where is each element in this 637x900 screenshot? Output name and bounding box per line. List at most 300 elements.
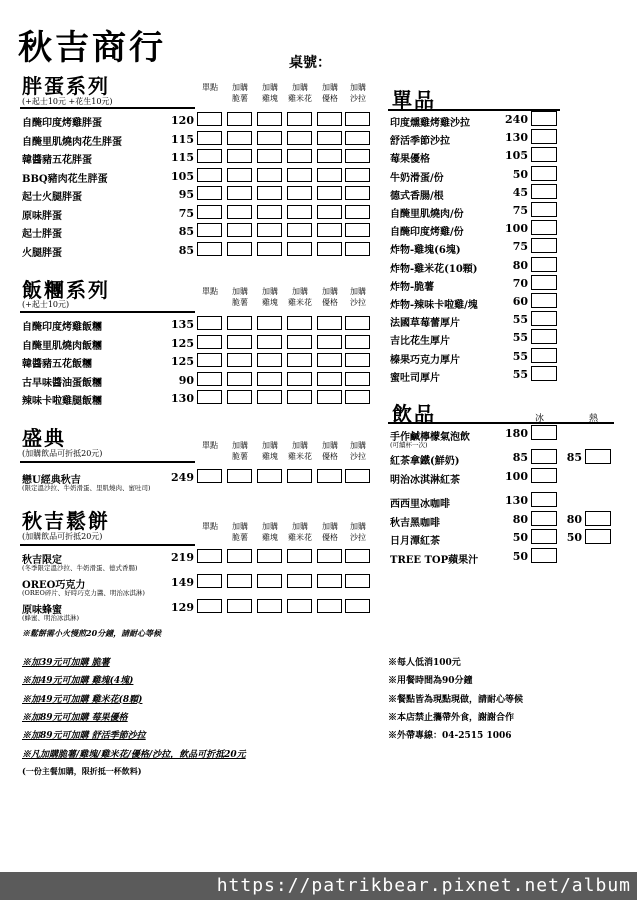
menu-item-name: 起士胖蛋 (22, 229, 62, 240)
single-item-name: 舒活季節沙拉 (390, 136, 450, 148)
order-checkbox[interactable] (317, 549, 342, 563)
info-line: ※餐點皆為現點現做，請耐心等候 (388, 694, 524, 705)
single-item-name: 炸物-雞米花(10顆) (390, 263, 478, 275)
order-checkbox[interactable] (257, 149, 282, 163)
menu-item-price: 115 (171, 151, 194, 164)
order-checkbox[interactable] (197, 390, 222, 404)
addon-header-bottom: 雞米花 (288, 452, 312, 461)
addon-header-bottom: 脆薯 (232, 298, 248, 307)
single-item-name: 印度燻雞烤雞沙拉 (390, 118, 470, 129)
order-checkbox[interactable] (227, 186, 252, 200)
addon-header-top: 加購 (350, 83, 366, 92)
order-checkbox[interactable] (531, 129, 557, 144)
promo-line: ※加89元可加購 莓果優格 (22, 712, 128, 723)
drink-item-name: 秋吉黑咖啡 (390, 518, 440, 529)
addon-header-top: 加購 (292, 522, 308, 531)
order-checkbox[interactable] (317, 335, 342, 349)
section-subtitle-muffin: (加購飲品可折抵20元) (22, 532, 103, 541)
order-checkbox[interactable] (287, 242, 312, 256)
drink-ice-checkbox[interactable] (531, 548, 557, 563)
single-item-price: 55 (512, 367, 528, 381)
order-checkbox[interactable] (531, 311, 557, 326)
single-item-price: 55 (512, 331, 528, 345)
drink-ice-price: 50 (512, 550, 528, 563)
order-checkbox[interactable] (345, 574, 370, 588)
order-checkbox[interactable] (197, 316, 222, 330)
drink-ice-price: 130 (505, 494, 528, 507)
order-checkbox[interactable] (197, 112, 222, 126)
promo-line: ※凡加購脆薯/雞塊/雞米花/優格/沙拉，飲品可折抵20元 (22, 749, 246, 760)
drink-ice-price: 80 (512, 513, 528, 526)
addon-header-top: 加購 (322, 522, 338, 531)
order-checkbox[interactable] (317, 168, 342, 182)
addon-header-top: 加購 (232, 83, 248, 92)
order-checkbox[interactable] (317, 131, 342, 145)
order-checkbox[interactable] (227, 149, 252, 163)
order-checkbox[interactable] (227, 316, 252, 330)
addon-header-top: 加購 (262, 83, 278, 92)
order-checkbox[interactable] (287, 549, 312, 563)
order-checkbox[interactable] (345, 316, 370, 330)
addon-header-cell (345, 440, 371, 462)
order-checkbox[interactable] (287, 316, 312, 330)
shop-title: 秋吉商行 (18, 28, 166, 68)
info-line: ※用餐時間為90分鐘 (388, 676, 473, 687)
single-item-name: 莓果優格 (390, 154, 430, 166)
info-line: ※每人低消100元 (388, 658, 461, 668)
addon-header-bottom: 單點 (202, 287, 218, 296)
table-number-label: 桌號： (289, 55, 331, 71)
addon-header-bottom: 優格 (322, 298, 338, 307)
single-item-price: 105 (505, 149, 528, 163)
order-checkbox[interactable] (197, 335, 222, 349)
section-subtitle-feast: (加購飲品可折抵20元) (22, 449, 103, 458)
section-rule-rice (20, 311, 195, 313)
addon-header-bottom: 脆薯 (232, 94, 248, 103)
menu-item-detail: (蜂蜜、明治冰淇淋) (22, 614, 80, 622)
order-checkbox[interactable] (345, 205, 370, 219)
menu-item-name: 秋吉限定 (22, 555, 62, 566)
order-checkbox[interactable] (197, 372, 222, 386)
addon-header-top: 加購 (262, 522, 278, 531)
addon-header-bottom: 雞米花 (288, 533, 312, 542)
addon-header-top: 加購 (322, 441, 338, 450)
single-item-name: 自醃里肌燒肉/份 (390, 209, 464, 220)
single-item-price: 70 (512, 276, 528, 290)
drink-hot-checkbox[interactable] (585, 511, 611, 526)
section-title-single: 單品 (392, 88, 436, 112)
order-checkbox[interactable] (227, 574, 252, 588)
menu-item-name: 古早味醬油蛋飯糰 (22, 377, 102, 389)
addon-header-cell (197, 286, 223, 297)
addon-header-top: 加購 (350, 287, 366, 296)
single-item-name: 炸物-雞塊(6塊) (390, 245, 461, 257)
drink-ice-price: 180 (505, 427, 528, 440)
drink-hot-price: 50 (566, 531, 582, 544)
addon-header-cell (197, 521, 223, 532)
promo-line: ※加49元可加購 雞塊(4塊) (22, 676, 134, 687)
addon-header-bottom: 沙拉 (350, 298, 366, 307)
order-checkbox[interactable] (197, 599, 222, 613)
menu-item-name: 韓醬豬五花飯糰 (22, 359, 92, 370)
watermark-text: https://patrikbear.pixnet.net/album (216, 875, 631, 896)
addon-header-bottom: 脆薯 (232, 452, 248, 461)
single-item-name: 吉比花生厚片 (390, 336, 450, 348)
order-checkbox[interactable] (531, 329, 557, 344)
addon-header-cell (317, 521, 343, 543)
order-checkbox[interactable] (317, 574, 342, 588)
order-checkbox[interactable] (227, 549, 252, 563)
menu-item-name: BBQ豬肉花生胖蛋 (22, 173, 108, 185)
order-checkbox[interactable] (287, 372, 312, 386)
order-checkbox[interactable] (197, 549, 222, 563)
order-checkbox[interactable] (227, 372, 252, 386)
menu-item-price: 115 (171, 132, 194, 146)
menu-item-name: 韓醬豬五花胖蛋 (22, 155, 92, 166)
single-item-price: 75 (512, 204, 528, 217)
section-title-muffin: 秋吉鬆餅 (22, 509, 110, 533)
addon-header-bottom: 單點 (202, 522, 218, 531)
addon-header-cell (257, 521, 283, 543)
addon-header-bottom: 沙拉 (350, 94, 366, 103)
menu-item-detail: (限定溫沙拉、牛奶滑蛋、里肌燒肉、蜜吐司) (22, 484, 151, 492)
single-item-price: 75 (512, 240, 528, 254)
order-checkbox[interactable] (227, 390, 252, 404)
drink-ice-checkbox[interactable] (531, 425, 557, 440)
menu-item-price: 105 (171, 169, 194, 183)
order-checkbox[interactable] (317, 186, 342, 200)
promo-footnote: (一份主餐加購，限折抵一杯飲料) (22, 766, 142, 776)
order-checkbox[interactable] (317, 149, 342, 163)
addon-header-top: 加購 (322, 83, 338, 92)
order-checkbox[interactable] (287, 205, 312, 219)
order-checkbox[interactable] (257, 599, 282, 613)
drink-item-name: 紅茶拿鐵(鮮奶) (390, 456, 460, 467)
addon-header-bottom: 單點 (202, 441, 218, 450)
single-item-price: 50 (512, 167, 528, 181)
drink-ice-price: 50 (512, 531, 528, 544)
drink-item-name: 明治冰淇淋紅茶 (390, 475, 460, 486)
order-checkbox[interactable] (257, 335, 282, 349)
section-title-egg: 胖蛋系列 (22, 74, 110, 98)
order-checkbox[interactable] (317, 353, 342, 367)
addon-header-cell (227, 286, 253, 308)
drink-hot-checkbox[interactable] (585, 449, 611, 464)
order-checkbox[interactable] (227, 205, 252, 219)
order-checkbox[interactable] (287, 149, 312, 163)
menu-item-price: 125 (171, 336, 194, 350)
single-item-price: 80 (512, 258, 528, 272)
addon-header-bottom: 雞米花 (288, 298, 312, 307)
menu-item-price: 129 (171, 601, 194, 614)
menu-item-name: 自醃印度烤雞胖蛋 (22, 118, 102, 129)
order-checkbox[interactable] (317, 390, 342, 404)
single-item-name: 榛果巧克力厚片 (390, 354, 460, 366)
menu-item-price: 75 (178, 206, 194, 220)
order-checkbox[interactable] (257, 112, 282, 126)
order-checkbox[interactable] (345, 149, 370, 163)
addon-header-cell (227, 521, 253, 543)
addon-header-top: 加購 (232, 522, 248, 531)
menu-item-price: 130 (171, 392, 194, 405)
addon-header-cell (227, 82, 253, 104)
order-checkbox[interactable] (531, 166, 557, 181)
menu-item-price: 85 (178, 243, 194, 257)
single-item-name: 牛奶滑蛋/份 (390, 172, 444, 184)
section-rule-egg (20, 107, 195, 109)
order-checkbox[interactable] (257, 549, 282, 563)
promo-line: ※加49元可加購 雞米花(8顆) (22, 694, 143, 705)
drink-item-name: 日月潭紅茶 (390, 536, 440, 547)
drink-hot-checkbox[interactable] (585, 529, 611, 544)
order-checkbox[interactable] (345, 353, 370, 367)
order-checkbox[interactable] (227, 599, 252, 613)
promo-line: ※加89元可加購 舒活季節沙拉 (22, 731, 146, 742)
order-checkbox[interactable] (257, 223, 282, 237)
addon-header-cell (345, 521, 371, 543)
menu-item-name: 辣味卡啦雞腿飯糰 (22, 396, 102, 407)
drink-item-name: 手作鹹檸檬氣泡飲 (390, 432, 470, 443)
muffin-note: ※鬆餅需小火慢煎20分鐘，請耐心等候 (22, 628, 162, 638)
order-checkbox[interactable] (345, 372, 370, 386)
single-item-name: 自醃印度烤雞/份 (390, 227, 464, 239)
menu-item-name: OREO巧克力 (22, 580, 86, 591)
order-checkbox[interactable] (317, 316, 342, 330)
menu-item-price: 95 (178, 188, 194, 201)
single-item-name: 法國草莓蕾厚片 (390, 318, 460, 330)
info-line: ※外帶專線：04-2515 1006 (388, 731, 512, 742)
order-checkbox[interactable] (531, 238, 557, 253)
order-checkbox[interactable] (257, 316, 282, 330)
addon-header-top: 加購 (350, 522, 366, 531)
addon-header-bottom: 優格 (322, 533, 338, 542)
order-checkbox[interactable] (531, 366, 557, 381)
menu-item-detail: (冬季限定溫沙拉、牛奶滑蛋、德式香腸) (22, 564, 138, 572)
menu-item-price: 125 (171, 355, 194, 368)
addon-header-top: 加購 (292, 287, 308, 296)
addon-header-bottom: 優格 (322, 452, 338, 461)
order-checkbox[interactable] (257, 186, 282, 200)
addon-header-bottom: 雞塊 (262, 452, 278, 461)
order-checkbox[interactable] (287, 168, 312, 182)
addon-header-top: 加購 (262, 441, 278, 450)
order-checkbox[interactable] (197, 186, 222, 200)
menu-item-name: 自醃里肌燒肉花生胖蛋 (22, 136, 122, 148)
addon-header-bottom: 雞塊 (262, 94, 278, 103)
order-checkbox[interactable] (345, 112, 370, 126)
single-item-price: 100 (505, 222, 528, 236)
order-checkbox[interactable] (197, 149, 222, 163)
addon-header-cell (197, 440, 223, 451)
menu-item-price: 149 (171, 576, 194, 589)
order-checkbox[interactable] (197, 574, 222, 588)
order-checkbox[interactable] (287, 469, 312, 483)
addon-header-cell (317, 286, 343, 308)
menu-item-name: 自醃印度烤雞飯糰 (22, 322, 102, 333)
order-checkbox[interactable] (257, 168, 282, 182)
order-checkbox[interactable] (197, 223, 222, 237)
drink-item-name: 西西里冰咖啡 (390, 499, 450, 510)
promo-line: ※加39元可加購 脆薯 (22, 658, 110, 668)
order-checkbox[interactable] (345, 131, 370, 145)
menu-item-name: 戀U經典秋吉 (22, 475, 81, 486)
addon-header-bottom: 優格 (322, 94, 338, 103)
menu-item-name: 自醃里肌燒肉飯糰 (22, 340, 102, 352)
addon-header-cell (287, 521, 313, 543)
single-item-price: 240 (505, 113, 528, 126)
addon-header-cell (257, 82, 283, 104)
order-checkbox[interactable] (345, 186, 370, 200)
addon-header-cell (257, 286, 283, 308)
order-checkbox[interactable] (287, 186, 312, 200)
order-checkbox[interactable] (257, 574, 282, 588)
addon-header-cell (257, 440, 283, 462)
order-checkbox[interactable] (227, 353, 252, 367)
order-checkbox[interactable] (531, 111, 557, 126)
addon-header-cell (317, 82, 343, 104)
order-checkbox[interactable] (287, 574, 312, 588)
order-checkbox[interactable] (317, 372, 342, 386)
order-checkbox[interactable] (345, 549, 370, 563)
order-checkbox[interactable] (257, 372, 282, 386)
order-checkbox[interactable] (531, 348, 557, 363)
order-checkbox[interactable] (317, 469, 342, 483)
order-checkbox[interactable] (287, 599, 312, 613)
drink-ice-price: 100 (505, 470, 528, 483)
info-line: ※本店禁止攜帶外食，謝謝合作 (388, 712, 515, 723)
menu-item-name: 起士火腿胖蛋 (22, 192, 82, 203)
order-checkbox[interactable] (287, 390, 312, 404)
order-checkbox[interactable] (531, 202, 557, 217)
single-item-name: 德式香腸/根 (390, 190, 444, 202)
addon-header-bottom: 雞米花 (288, 94, 312, 103)
order-checkbox[interactable] (531, 147, 557, 162)
section-rule-drinks (388, 422, 614, 424)
order-checkbox[interactable] (257, 131, 282, 145)
order-checkbox[interactable] (531, 220, 557, 235)
addon-header-top: 加購 (350, 441, 366, 450)
section-subtitle-rice: (+起士10元) (22, 300, 70, 309)
addon-header-top: 加購 (322, 287, 338, 296)
order-checkbox[interactable] (197, 168, 222, 182)
order-checkbox[interactable] (227, 335, 252, 349)
order-checkbox[interactable] (317, 223, 342, 237)
addon-header-bottom: 單點 (202, 83, 218, 92)
order-checkbox[interactable] (345, 469, 370, 483)
order-checkbox[interactable] (257, 205, 282, 219)
single-item-price: 55 (512, 349, 528, 363)
drinks-hot-label: 熱 (589, 414, 599, 424)
single-item-price: 130 (505, 131, 528, 145)
order-checkbox[interactable] (317, 242, 342, 256)
order-checkbox[interactable] (345, 168, 370, 182)
addon-header-bottom: 沙拉 (350, 452, 366, 461)
order-checkbox[interactable] (531, 293, 557, 308)
drink-item-detail: (可續杯一次) (390, 441, 428, 449)
menu-item-name: 火腿胖蛋 (22, 247, 62, 259)
addon-header-cell (287, 440, 313, 462)
order-checkbox[interactable] (287, 112, 312, 126)
order-checkbox[interactable] (287, 131, 312, 145)
order-checkbox[interactable] (227, 242, 252, 256)
order-checkbox[interactable] (257, 469, 282, 483)
drinks-ice-label: 冰 (535, 414, 545, 424)
order-checkbox[interactable] (531, 257, 557, 272)
order-checkbox[interactable] (227, 469, 252, 483)
section-rule-feast (20, 461, 195, 463)
watermark-bar (0, 872, 637, 900)
single-item-price: 45 (512, 185, 528, 199)
addon-header-cell (287, 82, 313, 104)
order-checkbox[interactable] (345, 242, 370, 256)
order-checkbox[interactable] (345, 390, 370, 404)
order-checkbox[interactable] (197, 242, 222, 256)
drink-item-name: TREE TOP蘋果汁 (390, 555, 479, 566)
order-checkbox[interactable] (227, 131, 252, 145)
order-checkbox[interactable] (317, 205, 342, 219)
order-checkbox[interactable] (197, 353, 222, 367)
order-checkbox[interactable] (227, 112, 252, 126)
menu-item-price: 85 (178, 225, 194, 238)
order-checkbox[interactable] (287, 353, 312, 367)
section-title-drinks: 飲品 (392, 402, 436, 426)
single-item-name: 蜜吐司厚片 (390, 372, 440, 384)
menu-item-price: 135 (171, 318, 194, 331)
order-checkbox[interactable] (227, 168, 252, 182)
order-checkbox[interactable] (531, 275, 557, 290)
single-item-name: 炸物-辣味卡啦雞/塊 (390, 300, 478, 311)
section-subtitle-egg: (+起士10元 +花生10元) (22, 97, 113, 106)
addon-header-cell (287, 286, 313, 308)
addon-header-top: 加購 (292, 441, 308, 450)
order-checkbox[interactable] (257, 242, 282, 256)
menu-item-price: 249 (171, 471, 194, 484)
order-checkbox[interactable] (197, 469, 222, 483)
order-checkbox[interactable] (345, 335, 370, 349)
order-checkbox[interactable] (287, 335, 312, 349)
addon-header-bottom: 雞塊 (262, 533, 278, 542)
section-title-rice: 飯糰系列 (22, 278, 110, 302)
order-checkbox[interactable] (345, 223, 370, 237)
order-checkbox[interactable] (317, 599, 342, 613)
order-checkbox[interactable] (227, 223, 252, 237)
drink-hot-price: 85 (566, 451, 582, 464)
order-checkbox[interactable] (317, 112, 342, 126)
addon-header-bottom: 雞塊 (262, 298, 278, 307)
order-checkbox[interactable] (345, 599, 370, 613)
menu-item-price: 90 (178, 373, 194, 387)
addon-header-top: 加購 (292, 83, 308, 92)
single-item-price: 60 (512, 295, 528, 308)
addon-header-cell (197, 82, 223, 93)
addon-header-bottom: 沙拉 (350, 533, 366, 542)
menu-item-name: 原味胖蛋 (22, 210, 62, 222)
addon-header-top: 加購 (262, 287, 278, 296)
order-checkbox[interactable] (197, 131, 222, 145)
addon-header-cell (227, 440, 253, 462)
drink-hot-price: 80 (566, 513, 582, 526)
drink-ice-price: 85 (512, 451, 528, 464)
order-checkbox[interactable] (197, 205, 222, 219)
order-checkbox[interactable] (257, 353, 282, 367)
order-checkbox[interactable] (531, 184, 557, 199)
menu-item-price: 219 (171, 551, 194, 564)
order-checkbox[interactable] (287, 223, 312, 237)
order-checkbox[interactable] (257, 390, 282, 404)
addon-header-cell (345, 82, 371, 104)
drink-ice-checkbox[interactable] (531, 468, 557, 483)
drink-ice-checkbox[interactable] (531, 492, 557, 507)
